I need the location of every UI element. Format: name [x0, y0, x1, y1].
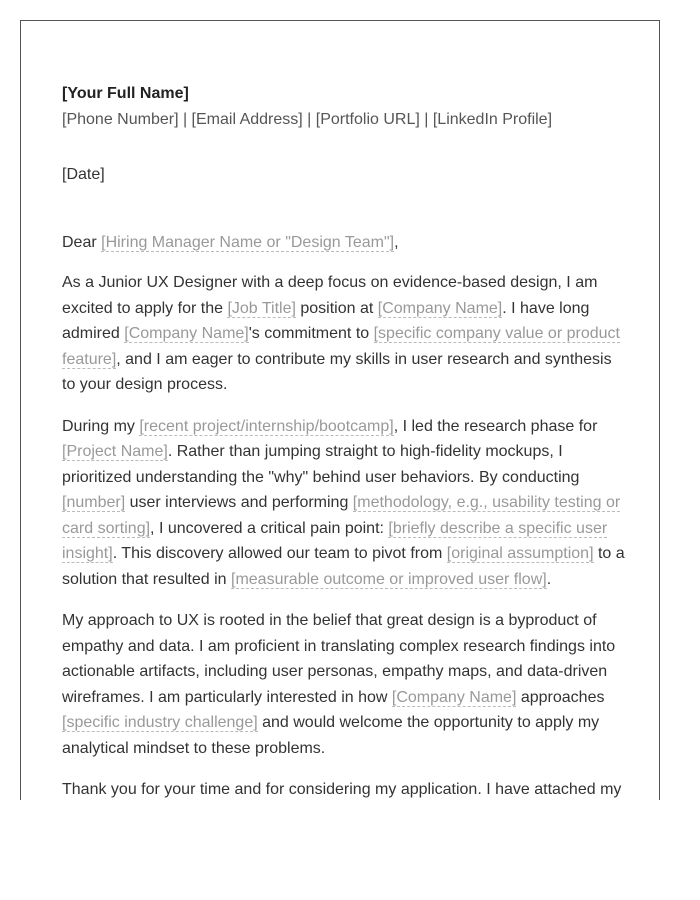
paragraph-text: 's commitment to [248, 325, 374, 342]
cover-letter-body [62, 83, 628, 800]
applicant-name: [Your Full Name] [62, 85, 189, 102]
paragraph-text: , I led the research phase for [393, 417, 598, 435]
greeting-prefix: Dear [62, 234, 102, 251]
greeting-suffix: , [394, 234, 399, 251]
placeholder-field: [methodology, e.g., usability testing or card sorting] [62, 494, 621, 537]
paragraph-text: . [546, 570, 552, 588]
paragraph-text: . I have long admired [62, 299, 590, 342]
body-paragraph [62, 608, 628, 761]
paragraph-text: My approach to UX is rooted in the belief that great design is a byproduct of empathy and data. I am proficient in translating complex research findings into actionable artifacts, including user personas, empathy maps, and data-driven wireframes. I am particularly interested in how [62, 612, 616, 706]
greeting [62, 232, 628, 254]
placeholder-field: [original assumption] [446, 545, 594, 562]
placeholder-field: [specific industry challenge] [62, 714, 258, 731]
body-paragraph [62, 777, 628, 800]
contact-line: [Phone Number] | [Email Address] | [Portfolio URL] | [LinkedIn Profile] [62, 111, 553, 128]
paragraph-text: , I uncovered a critical pain point: [150, 519, 389, 537]
placeholder-field: [measurable outcome or improved user flow] [231, 570, 547, 588]
paragraph-text: position at [295, 299, 378, 317]
placeholder-field: [Project Name] [62, 443, 168, 460]
letter-paragraphs [62, 270, 628, 800]
placeholder-field: [number] [62, 494, 126, 511]
paragraph-text: , and I am eager to contribute my skills in user research and synthesis to your design process. [62, 350, 612, 393]
placeholder-field: [Company Name] [377, 299, 503, 317]
paragraph-text: . This discovery allowed our team to pivot from [112, 545, 447, 562]
placeholder-field: [Company Name] [391, 688, 517, 706]
paragraph-text: . Rather than jumping straight to high-fidelity mockups, I prioritized understanding the "why" behind user behaviors. By conducting [62, 443, 580, 486]
placeholder-field: [briefly describe a specific user insight] [62, 519, 608, 562]
placeholder-field: [Job Title] [227, 299, 296, 317]
letter-date: [Date] [62, 166, 105, 183]
placeholder-recipient: [Hiring Manager Name or "Design Team"] [101, 234, 395, 251]
paragraph-text: to a solution that resulted in [62, 545, 625, 588]
body-paragraph [62, 270, 628, 398]
document-page [20, 20, 660, 800]
placeholder-field: [specific company value or product feature] [62, 325, 620, 368]
paragraph-text: As a Junior UX Designer with a deep focus on evidence-based design, I am excited to apply for the [62, 274, 598, 317]
placeholder-field: [recent project/internship/bootcamp] [139, 417, 394, 435]
paragraph-text: Thank you for your time and for considering my application. I have attached my [62, 781, 622, 798]
paragraph-text: During my [62, 417, 140, 435]
placeholder-field: [Company Name] [124, 325, 249, 342]
paragraph-text: approaches [516, 688, 605, 706]
paragraph-text: and would welcome the opportunity to apply my analytical mindset to these problems. [62, 714, 600, 757]
paragraph-text: user interviews and performing [125, 494, 353, 511]
body-paragraph [62, 414, 628, 593]
